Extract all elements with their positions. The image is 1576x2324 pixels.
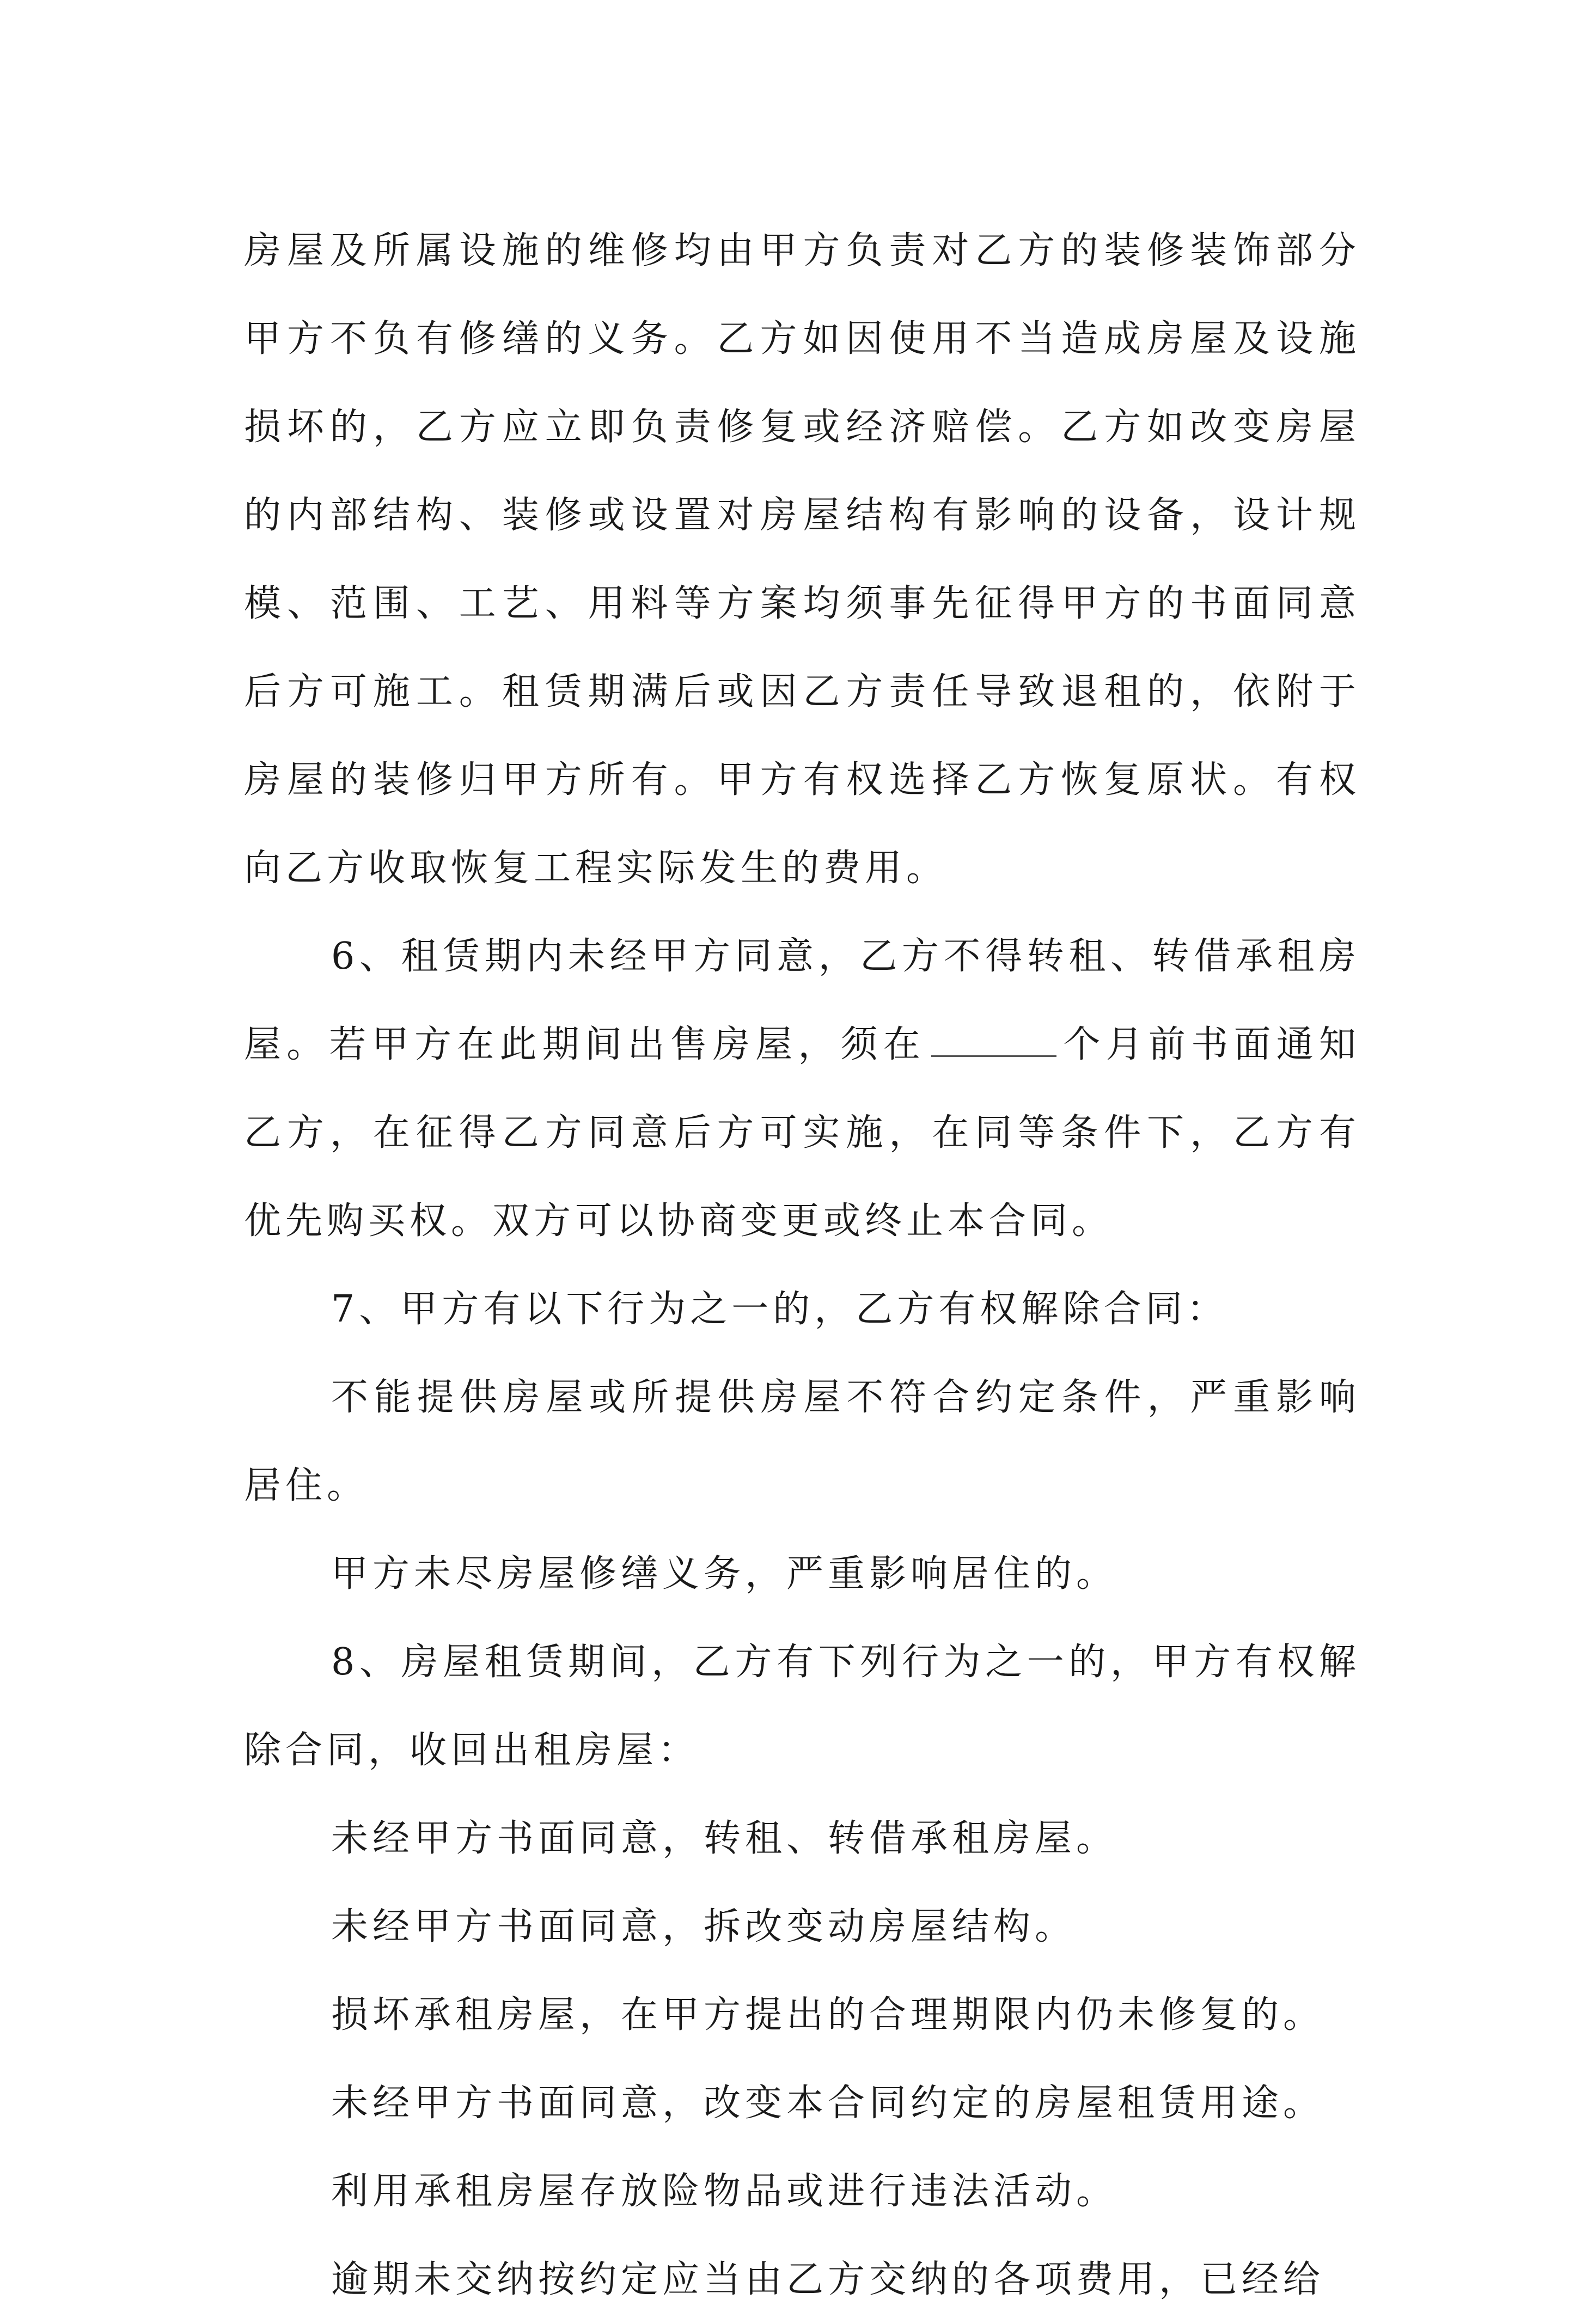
paragraph-repair-clause: 房屋及所属设施的维修均由甲方负责对乙方的装修装饰部分甲方不负有修缮的义务。乙方如因使用不当造成房屋及设施损坏的，乙方应立即负责修复或经济赔偿。乙方如改变房屋的内部结构、装修或设置对房屋结构有影响的设备，设计规模、范围、工艺、用料等方案均须事先征得甲方的书面同意后方可施工。租赁期满后或因乙方责任导致退租的，依附于房屋的装修归甲方所有。甲方有权选择乙方恢复原状。有权向乙方收取恢复工程实际发生的费用。: [244, 229, 1360, 890]
fill-in-blank-months: [931, 1018, 1056, 1057]
list-item: 未经甲方书面同意，转租、转借承租房屋。: [331, 1817, 1118, 1860]
paragraph-clause-8: 8、房屋租赁期间，乙方有下列行为之一的，甲方有权解除合同，收回出租房屋：: [244, 1641, 1360, 1772]
clause-6-text-after-blank: 个月前书面通知乙方，在征得乙方同意后方可实施，在同等条件下，乙方有优先购买权。双方可以协商变更或终止本合同。: [244, 1023, 1360, 1243]
list-item: 未经甲方书面同意，改变本合同约定的房屋租赁用途。: [331, 2082, 1325, 2125]
paragraph-clause-7-b: 甲方未尽房屋修缮义务，严重影响居住的。: [331, 1552, 1118, 1595]
paragraph-clause-6: [244, 913, 1360, 1265]
clause-6-text-before-blank: 6、租赁期内未经甲方同意，乙方不得转租、转借承租房屋。若甲方在此期间出售房屋，须在: [244, 935, 1360, 1066]
list-item: 损坏承租房屋，在甲方提出的合理期限内仍未修复的。: [331, 1993, 1325, 2036]
paragraph-clause-7: 7、甲方有以下行为之一的，乙方有权解除合同：: [331, 1288, 1229, 1331]
list-item: 利用承租房屋存放险物品或进行违法活动。: [331, 2170, 1118, 2213]
list-item: 未经甲方书面同意，拆改变动房屋结构。: [331, 1905, 1077, 1948]
document-body: [244, 207, 1360, 2324]
paragraph-clause-7-a: 不能提供房屋或所提供房屋不符合约定条件，严重影响居住。: [244, 1376, 1360, 1507]
list-item: 逾期未交纳按约定应当由乙方交纳的各项费用，已经给: [331, 2258, 1325, 2301]
